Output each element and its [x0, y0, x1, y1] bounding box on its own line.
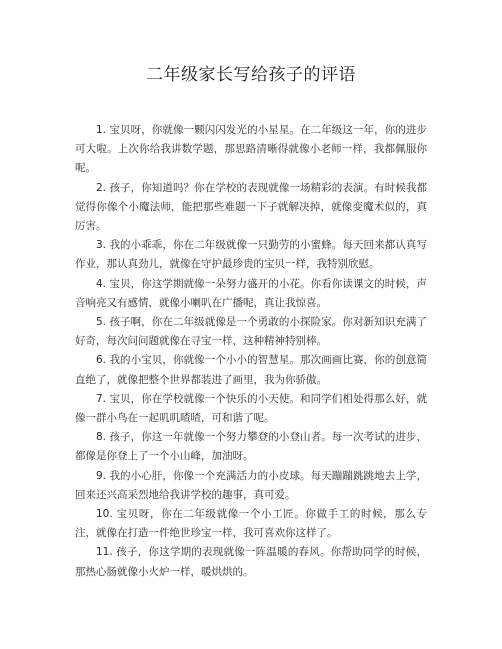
comment-paragraph-10: 10. 宝贝呀，你在二年级就像一个小工匠。你做手工的时候，那么专注，就像在打造一件绝世珍宝一样，我可喜欢你这样了。	[75, 508, 427, 540]
document-body	[75, 121, 427, 582]
comment-paragraph-6: 6. 我的小宝贝，你就像一个小小的智慧星。那次画画比赛，你的创意简直绝了，就像把整个世界都装进了画里，我为你骄傲。	[75, 354, 427, 386]
comment-paragraph-8: 8. 孩子，你这一年就像一个努力攀登的小登山者。每一次考试的进步，都像是你登上了一个小山峰，加油呀。	[75, 431, 427, 463]
comment-paragraph-9: 9. 我的小心肝，你像一个充满活力的小皮球。每天蹦蹦跳跳地去上学，回来还兴高采烈地给我讲学校的趣事，真可爱。	[75, 469, 427, 501]
comment-paragraph-3: 3. 我的小乖乖，你在二年级就像一只勤劳的小蜜蜂。每天回来都认真写作业，那认真劲儿，就像在守护最珍贵的宝贝一样，我特别欣慰。	[75, 239, 427, 271]
document-title: 二年级家长写给孩子的评语	[146, 65, 356, 85]
comment-paragraph-5: 5. 孩子啊，你在二年级就像是一个勇敢的小探险家。你对新知识充满了好奇，每次问问题就像在寻宝一样，这种精神特别棒。	[75, 316, 427, 348]
comment-paragraph-2: 2. 孩子，你知道吗？你在学校的表现就像一场精彩的表演。有时候我都觉得你像个小魔法师，能把那些难题一下子就解决掉，就像变魔术似的，真厉害。	[75, 181, 427, 233]
comment-paragraph-1: 1. 宝贝呀，你就像一颗闪闪发光的小星星。在二年级这一年，你的进步可大啦。上次你给我讲数学题，那思路清晰得就像小老师一样，我都佩服你呢。	[75, 124, 427, 175]
comment-paragraph-7: 7. 宝贝，你在学校就像一个快乐的小天使。和同学们相处得那么好，就像一群小鸟在一起叽叽喳喳，可和谐了呢。	[75, 392, 427, 425]
comment-paragraph-4: 4. 宝贝，你这学期就像一朵努力盛开的小花。你看你读课文的时候，声音响亮又有感情，就像小喇叭在广播呢，真让我惊喜。	[75, 277, 427, 309]
comment-paragraph-11: 11. 孩子，你这学期的表现就像一阵温暖的春风。你帮助同学的时候，那热心肠就像小火炉一样，暖烘烘的。	[75, 546, 427, 578]
